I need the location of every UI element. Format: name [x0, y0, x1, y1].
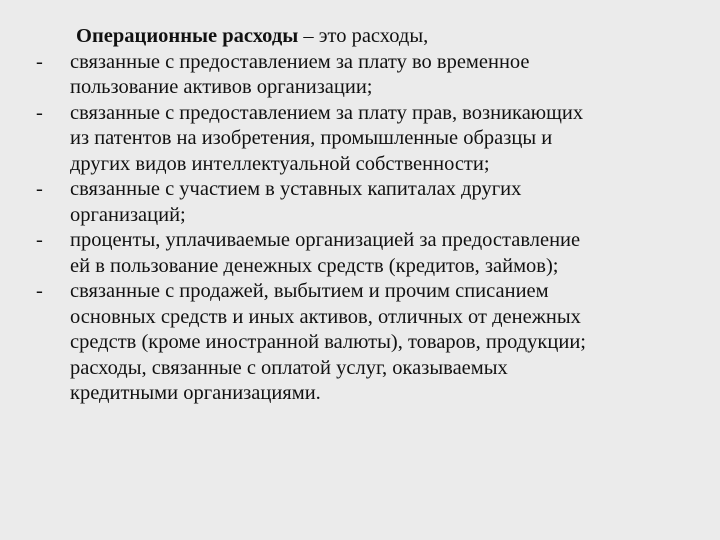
bullet-dash: -	[36, 229, 43, 251]
list-item	[36, 101, 696, 178]
bullet-dash: -	[36, 50, 43, 73]
list-item-line: основных средств и иных активов, отличных от денежных	[70, 305, 581, 328]
list-item	[36, 279, 696, 407]
list-item-line: средств (кроме иностранной валюты), товаров, продукции;	[70, 331, 586, 353]
list-item-line: связанные с продажей, выбытием и прочим списанием	[70, 280, 549, 302]
list-item-line: проценты, уплачиваемые организацией за предоставление	[70, 229, 581, 251]
list-item	[36, 50, 696, 101]
list-item-line: пользование активов организации;	[70, 76, 373, 98]
bullet-dash: -	[36, 178, 43, 200]
bullet-dash: -	[36, 280, 43, 302]
list-item-line: связанные с участием в уставных капиталах других	[70, 178, 522, 200]
defined-term: Операционные расходы	[76, 25, 299, 47]
list-item-line: из патентов на изобретения, промышленные образцы и	[70, 127, 553, 149]
list-item-line: связанные с предоставлением за плату во временное	[70, 50, 530, 73]
list-item-line: кредитными организациями.	[70, 382, 321, 404]
list-item-line: связанные с предоставлением за плату прав, возникающих	[70, 101, 584, 124]
list-item-line: других видов интеллектуальной собственности;	[70, 152, 490, 175]
definition-lead: – это расходы,	[298, 25, 429, 47]
list-item-line: расходы, связанные с оплатой услуг, оказываемых	[70, 356, 508, 379]
bullet-dash: -	[36, 101, 43, 124]
list-item-line: ей в пользование денежных средств (кредитов, займов);	[70, 254, 559, 277]
list-item	[36, 228, 696, 279]
definition-heading	[36, 24, 696, 50]
list-item-line: организаций;	[70, 203, 186, 226]
slide-text	[36, 24, 696, 407]
list-item	[36, 177, 696, 228]
